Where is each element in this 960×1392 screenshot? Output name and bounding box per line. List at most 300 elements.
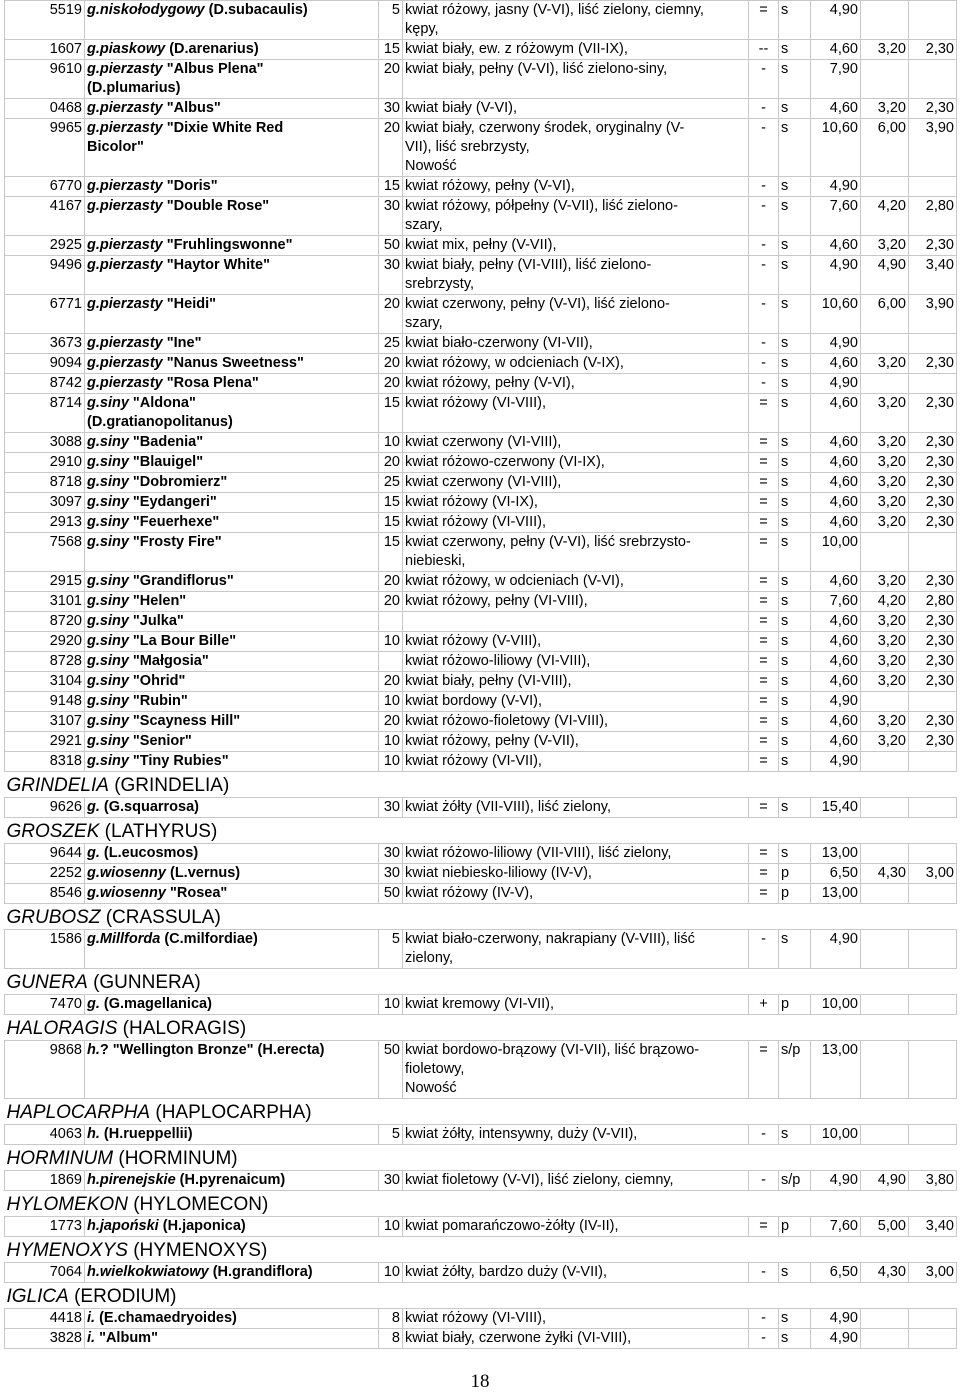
cultivar-name: "Heidi" bbox=[162, 296, 216, 312]
genus-name: g.siny bbox=[87, 534, 129, 550]
item-sun-mark: = bbox=[749, 672, 779, 692]
section-header bbox=[5, 1145, 957, 1171]
item-name bbox=[85, 572, 379, 592]
item-name bbox=[85, 513, 379, 533]
table-row bbox=[5, 632, 957, 652]
item-description bbox=[403, 334, 749, 354]
description-line: kwiat różowy, półpełny (V-VII), liść zielono- bbox=[405, 198, 678, 214]
item-price-2 bbox=[861, 930, 909, 969]
section-polish-name: GRINDELIA bbox=[6, 775, 109, 796]
description-line: fioletowy, bbox=[405, 1061, 465, 1077]
section-header bbox=[5, 818, 957, 844]
item-price-2 bbox=[861, 1309, 909, 1329]
item-price-3: 2,30 bbox=[909, 433, 957, 453]
item-code: 3088 bbox=[5, 433, 85, 453]
item-price-2: 5,00 bbox=[861, 1217, 909, 1237]
description-line: kwiat biały, czerwone żyłki (VI-VIII), bbox=[405, 1330, 632, 1346]
cultivar-name: ? "Wellington Bronze" (H.erecta) bbox=[99, 1042, 325, 1058]
item-description bbox=[403, 632, 749, 652]
item-price-3: 2,30 bbox=[909, 632, 957, 652]
item-price-2 bbox=[861, 334, 909, 354]
item-sun-mark: - bbox=[749, 334, 779, 354]
genus-name: g.pierzasty bbox=[87, 296, 163, 312]
item-code: 9965 bbox=[5, 119, 85, 177]
page-number: 18 bbox=[470, 1371, 490, 1392]
item-description bbox=[403, 930, 749, 969]
cultivar-name: "Tiny Rubies" bbox=[128, 753, 229, 769]
item-name bbox=[85, 732, 379, 752]
item-sun-mark: - bbox=[749, 1329, 779, 1349]
item-description bbox=[403, 672, 749, 692]
item-price-3: 2,30 bbox=[909, 99, 957, 119]
item-description bbox=[403, 884, 749, 904]
item-code: 9610 bbox=[5, 60, 85, 99]
new-badge: Nowość bbox=[405, 158, 457, 174]
item-price-2: 3,20 bbox=[861, 652, 909, 672]
genus-name: g.siny bbox=[87, 593, 129, 609]
item-price-2 bbox=[861, 995, 909, 1015]
section-title bbox=[5, 1015, 957, 1041]
cultivar-name: "Grandiflorus" bbox=[128, 573, 234, 589]
table-row bbox=[5, 1329, 957, 1349]
item-price-2: 6,00 bbox=[861, 119, 909, 177]
genus-name: g.pierzasty bbox=[87, 257, 163, 273]
section-title bbox=[5, 1145, 957, 1171]
item-price-3: 3,00 bbox=[909, 864, 957, 884]
item-soil-type: s bbox=[779, 533, 811, 572]
item-name bbox=[85, 40, 379, 60]
table-row bbox=[5, 374, 957, 394]
item-price-1: 4,60 bbox=[811, 712, 861, 732]
item-soil-type: s bbox=[779, 712, 811, 732]
item-height: 30 bbox=[379, 197, 403, 236]
item-price-2: 3,20 bbox=[861, 493, 909, 513]
item-price-2 bbox=[861, 1329, 909, 1349]
item-soil-type: s bbox=[779, 177, 811, 197]
item-soil-type: s bbox=[779, 1, 811, 40]
item-name bbox=[85, 1041, 379, 1099]
item-name bbox=[85, 453, 379, 473]
item-price-2 bbox=[861, 374, 909, 394]
item-height: 5 bbox=[379, 930, 403, 969]
table-row bbox=[5, 1263, 957, 1283]
item-height: 50 bbox=[379, 1041, 403, 1099]
cultivar-name: "Dobromierz" bbox=[128, 474, 228, 490]
genus-name: g.siny bbox=[87, 653, 129, 669]
item-description bbox=[403, 1041, 749, 1099]
section-header bbox=[5, 1015, 957, 1041]
item-name bbox=[85, 592, 379, 612]
section-header bbox=[5, 969, 957, 995]
item-price-1: 4,90 bbox=[811, 1, 861, 40]
genus-name: g.siny bbox=[87, 573, 129, 589]
item-name bbox=[85, 1125, 379, 1145]
item-price-2 bbox=[861, 1041, 909, 1099]
item-name bbox=[85, 256, 379, 295]
item-code: 6771 bbox=[5, 295, 85, 334]
genus-name: g.siny bbox=[87, 753, 129, 769]
cultivar-name: "Ohrid" bbox=[128, 673, 186, 689]
item-description bbox=[403, 433, 749, 453]
item-code: 8318 bbox=[5, 752, 85, 772]
item-height: 5 bbox=[379, 1125, 403, 1145]
description-line: kwiat żółty (VII-VIII), liść zielony, bbox=[405, 799, 611, 815]
genus-name: g.wiosenny bbox=[87, 885, 166, 901]
item-description bbox=[403, 1171, 749, 1191]
cultivar-name: "Dixie White Red bbox=[162, 120, 284, 136]
item-description bbox=[403, 99, 749, 119]
item-sun-mark: = bbox=[749, 533, 779, 572]
section-header bbox=[5, 1099, 957, 1125]
cultivar-name: (C.milfordiae) bbox=[160, 931, 258, 947]
item-name bbox=[85, 394, 379, 433]
cultivar-name: (L.vernus) bbox=[165, 865, 241, 881]
item-sun-mark: - bbox=[749, 1125, 779, 1145]
description-line: kwiat różowo-fioletowy (VI-VIII), bbox=[405, 713, 609, 729]
item-height: 10 bbox=[379, 433, 403, 453]
item-price-3 bbox=[909, 798, 957, 818]
item-price-3 bbox=[909, 1329, 957, 1349]
item-price-1: 4,90 bbox=[811, 1309, 861, 1329]
item-height: 25 bbox=[379, 473, 403, 493]
name-line: (D.plumarius) bbox=[87, 80, 181, 96]
item-soil-type: s bbox=[779, 1125, 811, 1145]
genus-name: g.pierzasty bbox=[87, 335, 163, 351]
item-price-3 bbox=[909, 692, 957, 712]
item-height: 20 bbox=[379, 60, 403, 99]
item-soil-type: p bbox=[779, 884, 811, 904]
item-description bbox=[403, 354, 749, 374]
item-soil-type: s bbox=[779, 354, 811, 374]
item-sun-mark: = bbox=[749, 884, 779, 904]
cultivar-name: "Rosa Plena" bbox=[162, 375, 259, 391]
item-price-1: 6,50 bbox=[811, 864, 861, 884]
description-line: kwiat biały (V-VI), bbox=[405, 100, 517, 116]
item-sun-mark: - bbox=[749, 60, 779, 99]
item-price-1: 4,60 bbox=[811, 513, 861, 533]
cultivar-name: "Rubin" bbox=[128, 693, 188, 709]
item-code: 3104 bbox=[5, 672, 85, 692]
item-sun-mark: -- bbox=[749, 40, 779, 60]
item-price-3 bbox=[909, 844, 957, 864]
genus-name: h.pirenejskie bbox=[87, 1172, 176, 1188]
item-price-3: 3,90 bbox=[909, 295, 957, 334]
item-sun-mark: = bbox=[749, 394, 779, 433]
item-height: 20 bbox=[379, 295, 403, 334]
item-price-1: 4,60 bbox=[811, 394, 861, 433]
section-latin-name: (HALORAGIS) bbox=[117, 1018, 247, 1039]
description-line: szary, bbox=[405, 217, 443, 233]
item-price-1: 4,60 bbox=[811, 433, 861, 453]
item-code: 1773 bbox=[5, 1217, 85, 1237]
section-latin-name: (CRASSULA) bbox=[100, 907, 221, 928]
item-code: 7064 bbox=[5, 1263, 85, 1283]
item-height bbox=[379, 652, 403, 672]
item-price-3 bbox=[909, 177, 957, 197]
item-soil-type: s bbox=[779, 1329, 811, 1349]
cultivar-name: "Haytor White" bbox=[162, 257, 270, 273]
item-price-2: 3,20 bbox=[861, 354, 909, 374]
item-height bbox=[379, 612, 403, 632]
genus-name: g.siny bbox=[87, 454, 129, 470]
genus-name: i. bbox=[87, 1330, 96, 1346]
item-soil-type: s bbox=[779, 197, 811, 236]
item-height: 50 bbox=[379, 236, 403, 256]
section-header bbox=[5, 772, 957, 798]
item-soil-type: s bbox=[779, 692, 811, 712]
item-code: 1607 bbox=[5, 40, 85, 60]
description-line: kwiat biało-czerwony (VI-VII), bbox=[405, 335, 593, 351]
genus-name: g.pierzasty bbox=[87, 355, 163, 371]
item-name bbox=[85, 354, 379, 374]
item-code: 2925 bbox=[5, 236, 85, 256]
item-price-1: 4,60 bbox=[811, 493, 861, 513]
item-price-2 bbox=[861, 798, 909, 818]
section-latin-name: (GRINDELIA) bbox=[108, 775, 230, 796]
genus-name: g.Millforda bbox=[87, 931, 161, 947]
item-sun-mark: = bbox=[749, 1217, 779, 1237]
cultivar-name: (D.subacaulis) bbox=[204, 2, 308, 18]
item-price-3 bbox=[909, 1041, 957, 1099]
item-sun-mark: = bbox=[749, 572, 779, 592]
item-soil-type: s bbox=[779, 672, 811, 692]
item-price-3: 2,30 bbox=[909, 453, 957, 473]
description-line: kwiat różowy, pełny (V-VI), bbox=[405, 178, 575, 194]
item-sun-mark: = bbox=[749, 433, 779, 453]
item-price-2: 3,20 bbox=[861, 40, 909, 60]
cultivar-name: "Albus Plena" bbox=[162, 61, 264, 77]
description-line: kwiat mix, pełny (V-VII), bbox=[405, 237, 557, 253]
item-soil-type: s bbox=[779, 732, 811, 752]
item-code: 2252 bbox=[5, 864, 85, 884]
item-price-1: 7,60 bbox=[811, 592, 861, 612]
item-price-2: 4,20 bbox=[861, 592, 909, 612]
item-price-1: 4,60 bbox=[811, 354, 861, 374]
new-badge: Nowość bbox=[405, 1080, 457, 1096]
item-price-3: 3,00 bbox=[909, 1263, 957, 1283]
genus-name: g.siny bbox=[87, 395, 129, 411]
table-row bbox=[5, 930, 957, 969]
item-name bbox=[85, 177, 379, 197]
cultivar-name: "Senior" bbox=[128, 733, 192, 749]
item-soil-type: s bbox=[779, 652, 811, 672]
genus-name: g.pierzasty bbox=[87, 120, 163, 136]
table-row bbox=[5, 1041, 957, 1099]
item-sun-mark: - bbox=[749, 1171, 779, 1191]
item-code: 0468 bbox=[5, 99, 85, 119]
item-price-2: 3,20 bbox=[861, 672, 909, 692]
item-price-3: 2,30 bbox=[909, 236, 957, 256]
item-name bbox=[85, 1263, 379, 1283]
table-row bbox=[5, 1125, 957, 1145]
item-price-1: 15,40 bbox=[811, 798, 861, 818]
item-code: 3101 bbox=[5, 592, 85, 612]
item-price-1: 13,00 bbox=[811, 1041, 861, 1099]
genus-name: g.wiosenny bbox=[87, 865, 166, 881]
item-soil-type: s/p bbox=[779, 1041, 811, 1099]
item-height: 10 bbox=[379, 1263, 403, 1283]
item-name bbox=[85, 236, 379, 256]
genus-name: g.niskołodygowy bbox=[87, 2, 205, 18]
description-line: kwiat czerwony, pełny (V-VI), liść zielono- bbox=[405, 296, 670, 312]
section-header bbox=[5, 904, 957, 930]
table-row bbox=[5, 844, 957, 864]
item-sun-mark: + bbox=[749, 995, 779, 1015]
table-row bbox=[5, 99, 957, 119]
cultivar-name: "Double Rose" bbox=[162, 198, 270, 214]
item-code: 9094 bbox=[5, 354, 85, 374]
item-height: 30 bbox=[379, 1171, 403, 1191]
item-code: 4063 bbox=[5, 1125, 85, 1145]
item-code: 1586 bbox=[5, 930, 85, 969]
genus-name: g. bbox=[87, 799, 100, 815]
description-line: kwiat różowy, pełny (V-VI), bbox=[405, 375, 575, 391]
item-sun-mark: - bbox=[749, 374, 779, 394]
item-sun-mark: - bbox=[749, 1263, 779, 1283]
description-line: kwiat różowy (VI-VIII), bbox=[405, 1310, 546, 1326]
item-price-1: 4,90 bbox=[811, 1329, 861, 1349]
item-name bbox=[85, 652, 379, 672]
item-code: 2913 bbox=[5, 513, 85, 533]
item-price-3 bbox=[909, 930, 957, 969]
cultivar-name: (D.arenarius) bbox=[165, 41, 259, 57]
genus-name: g.siny bbox=[87, 613, 129, 629]
description-line: szary, bbox=[405, 315, 443, 331]
description-line: zielony, bbox=[405, 950, 454, 966]
genus-name: h. bbox=[87, 1126, 100, 1142]
item-sun-mark: = bbox=[749, 1, 779, 40]
item-price-1: 4,60 bbox=[811, 473, 861, 493]
item-price-3: 2,30 bbox=[909, 572, 957, 592]
item-description bbox=[403, 533, 749, 572]
table-row bbox=[5, 513, 957, 533]
genus-name: h. bbox=[87, 1042, 100, 1058]
genus-name: i. bbox=[87, 1310, 96, 1326]
item-height: 10 bbox=[379, 1217, 403, 1237]
item-price-1: 4,90 bbox=[811, 334, 861, 354]
genus-name: g.siny bbox=[87, 673, 129, 689]
cultivar-name: "Blauigel" bbox=[128, 454, 204, 470]
plant-price-table bbox=[4, 0, 957, 1349]
item-price-2: 4,30 bbox=[861, 1263, 909, 1283]
description-line: kwiat różowy (IV-V), bbox=[405, 885, 534, 901]
item-price-1: 4,60 bbox=[811, 732, 861, 752]
item-sun-mark: = bbox=[749, 864, 779, 884]
item-price-1: 13,00 bbox=[811, 844, 861, 864]
item-code: 8720 bbox=[5, 612, 85, 632]
item-description bbox=[403, 197, 749, 236]
item-name bbox=[85, 533, 379, 572]
item-code: 8728 bbox=[5, 652, 85, 672]
item-price-2: 3,20 bbox=[861, 572, 909, 592]
table-row bbox=[5, 453, 957, 473]
item-price-3: 2,80 bbox=[909, 592, 957, 612]
table-row bbox=[5, 394, 957, 433]
description-line: kwiat różowy, jasny (V-VI), liść zielony, ciemny, bbox=[405, 2, 704, 18]
table-row bbox=[5, 119, 957, 177]
item-price-1: 4,60 bbox=[811, 632, 861, 652]
item-sun-mark: - bbox=[749, 354, 779, 374]
item-sun-mark: - bbox=[749, 256, 779, 295]
cultivar-name: "Fruhlingswonne" bbox=[162, 237, 293, 253]
item-soil-type: p bbox=[779, 1217, 811, 1237]
genus-name: g.siny bbox=[87, 494, 129, 510]
description-line: kwiat biały, pełny (VI-VIII), bbox=[405, 673, 572, 689]
item-name bbox=[85, 995, 379, 1015]
item-code: 1869 bbox=[5, 1171, 85, 1191]
item-price-3: 2,30 bbox=[909, 354, 957, 374]
item-name bbox=[85, 798, 379, 818]
item-price-3: 2,30 bbox=[909, 394, 957, 433]
item-price-3: 3,90 bbox=[909, 119, 957, 177]
item-price-1: 10,00 bbox=[811, 995, 861, 1015]
item-soil-type: s bbox=[779, 295, 811, 334]
item-description bbox=[403, 40, 749, 60]
item-soil-type: s bbox=[779, 592, 811, 612]
item-description bbox=[403, 119, 749, 177]
item-price-2: 3,20 bbox=[861, 612, 909, 632]
item-code: 3097 bbox=[5, 493, 85, 513]
item-description bbox=[403, 1, 749, 40]
item-code: 2915 bbox=[5, 572, 85, 592]
description-line: srebrzysty, bbox=[405, 276, 475, 292]
item-code: 7568 bbox=[5, 533, 85, 572]
item-height: 10 bbox=[379, 995, 403, 1015]
item-sun-mark: - bbox=[749, 930, 779, 969]
section-title bbox=[5, 969, 957, 995]
genus-name: g.siny bbox=[87, 733, 129, 749]
description-line: kwiat kremowy (VI-VII), bbox=[405, 996, 555, 1012]
item-soil-type: s bbox=[779, 1309, 811, 1329]
item-name bbox=[85, 473, 379, 493]
section-polish-name: GUNERA bbox=[6, 972, 88, 993]
item-height: 25 bbox=[379, 334, 403, 354]
item-price-2 bbox=[861, 884, 909, 904]
description-line: kwiat bordowo-brązowy (VI-VII), liść brązowo- bbox=[405, 1042, 700, 1058]
item-height: 15 bbox=[379, 513, 403, 533]
item-height: 15 bbox=[379, 493, 403, 513]
item-height: 8 bbox=[379, 1329, 403, 1349]
description-line: kwiat fioletowy (V-VI), liść zielony, ciemny, bbox=[405, 1172, 674, 1188]
section-header bbox=[5, 1191, 957, 1217]
item-description bbox=[403, 513, 749, 533]
description-line: kwiat bordowy (V-VI), bbox=[405, 693, 542, 709]
item-price-1: 13,00 bbox=[811, 884, 861, 904]
item-soil-type: s bbox=[779, 473, 811, 493]
item-price-2 bbox=[861, 844, 909, 864]
item-description bbox=[403, 453, 749, 473]
section-latin-name: (LATHYRUS) bbox=[99, 821, 218, 842]
item-height: 5 bbox=[379, 1, 403, 40]
genus-name: g. bbox=[87, 996, 100, 1012]
item-price-3: 2,30 bbox=[909, 732, 957, 752]
item-price-2: 4,30 bbox=[861, 864, 909, 884]
item-name bbox=[85, 334, 379, 354]
item-price-2: 3,20 bbox=[861, 513, 909, 533]
item-name bbox=[85, 844, 379, 864]
item-soil-type: s bbox=[779, 394, 811, 433]
item-code: 2921 bbox=[5, 732, 85, 752]
item-soil-type: s bbox=[779, 334, 811, 354]
genus-name: g.pierzasty bbox=[87, 237, 163, 253]
item-code: 3673 bbox=[5, 334, 85, 354]
item-name bbox=[85, 1329, 379, 1349]
genus-name: h.wielkokwiatowy bbox=[87, 1264, 209, 1280]
item-description bbox=[403, 295, 749, 334]
genus-name: g.pierzasty bbox=[87, 178, 163, 194]
table-row bbox=[5, 592, 957, 612]
description-line: kwiat pomarańczowo-żółty (IV-II), bbox=[405, 1218, 619, 1234]
